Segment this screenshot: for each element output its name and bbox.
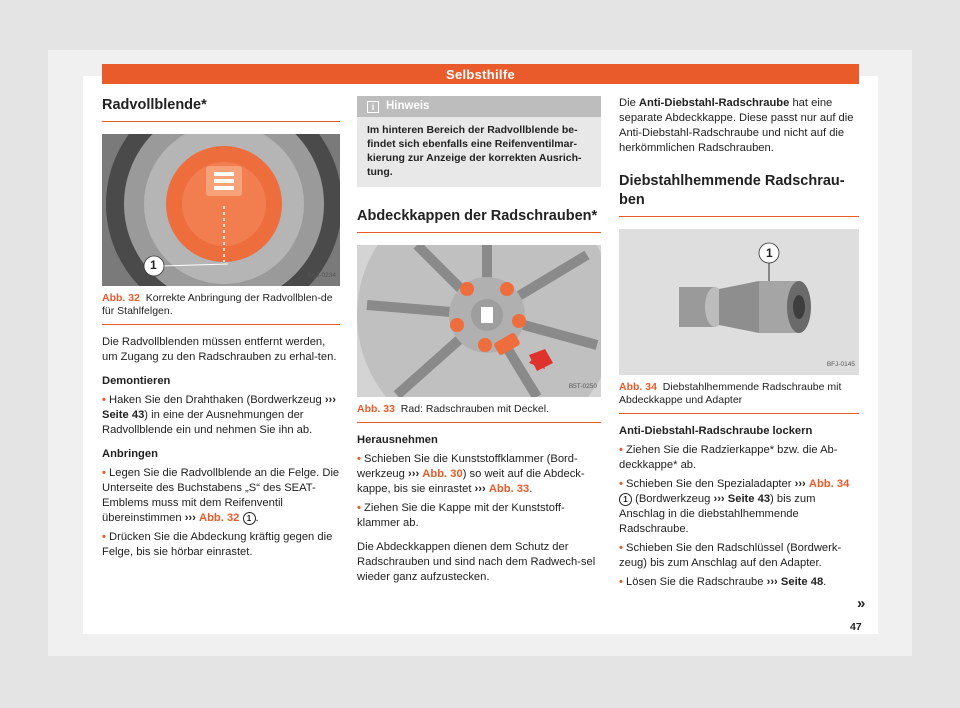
anbringen-step-2: [102, 530, 340, 560]
step-text-c: ) bis zum Anschlag in die diebstahlhemmende Radschraube.: [619, 493, 816, 535]
bullet-icon: •: [619, 542, 623, 554]
herausnehmen-step-1: • Schieben Sie die Kunststoffklammer (Bord-werkzeug ››› Abb. 30) so weit auf die Abdeck-kappe, bis sie einrastet ››› Abb. 33.: [357, 453, 585, 495]
continue-arrow-icon: »: [857, 595, 866, 612]
ref-arrow: ›››: [794, 478, 806, 490]
ref-arrow: ›››: [184, 512, 196, 524]
bullet-icon: •: [619, 444, 623, 456]
intro-paragraph: Die Radvollblenden müssen entfernt werden, um Zugang zu den Radschrauben zu erhal-ten.: [102, 336, 337, 363]
page-ref-link[interactable]: ››› Seite 43: [102, 394, 337, 421]
figure-ref-link[interactable]: Abb. 33: [488, 483, 530, 495]
step-text-b: ) in eine der Ausnehmungen der Radvollblende ein und nehmen Sie ihn ab.: [102, 409, 313, 436]
step-text-a: Haken Sie den Drahthaken (Bordwerkzeug: [109, 394, 322, 406]
figure-callout-1: 1: [766, 246, 773, 260]
step-text-b: ) so weit auf die Abdeck-kappe, bis sie einrastet: [357, 468, 585, 495]
demontieren-step: [102, 393, 340, 438]
bullet-icon: •: [619, 576, 623, 588]
antitheft-bolt-illustration: [619, 229, 859, 375]
figure-caption: [619, 381, 859, 414]
section-title-diebstahl: Diebstahlhemmende Radschrau-ben: [619, 172, 859, 217]
step-text: Schieben Sie den Radschlüssel (Bordwerk-zeug) bis zum Anschlag auf den Adapter.: [619, 542, 842, 569]
info-icon: i: [367, 101, 379, 113]
figure-caption-text: Diebstahlhemmende Radschraube mit Abdeckkappe und Adapter: [619, 381, 842, 406]
figure-wheel-bolts: [357, 245, 601, 397]
step-text-a: Schieben Sie die Kunststoffklammer (Bord-werkzeug: [357, 453, 578, 480]
page-number: 47: [850, 621, 862, 633]
lockern-step-1: [619, 443, 859, 473]
figure-id: B5T-0250: [568, 383, 597, 390]
bullet-icon: •: [102, 531, 106, 543]
step-text: Ziehen Sie die Radzierkappe* bzw. die Ab-deckkappe* ab.: [619, 444, 838, 471]
lockern-step-2: [619, 477, 859, 537]
herausnehmen-heading: Herausnehmen: [357, 434, 438, 446]
note-header: [357, 96, 601, 117]
outro-paragraph: Die Abdeckkappen dienen dem Schutz der Radschrauben und sind nach dem Radwech-sel wieder ganz aufzustecken.: [357, 541, 596, 583]
figure-antitheft-bolt: [619, 229, 859, 375]
ref-arrow: ›››: [408, 468, 420, 480]
bullet-icon: •: [357, 502, 361, 514]
step-text: Drücken Sie die Abdeckung kräftig gegen die Felge, bis sie hörbar einrastet.: [102, 531, 333, 558]
figure-ref-link[interactable]: Abb. 34: [808, 478, 850, 490]
step-text: Ziehen Sie die Kappe mit der Kunststoff-klammer ab.: [357, 502, 565, 529]
figure-wheel-cover: [102, 134, 340, 286]
chapter-header: [102, 64, 859, 84]
wheel-cover-illustration: [102, 134, 340, 286]
figure-caption: [357, 403, 601, 423]
step-text: Legen Sie die Radvollblende an die Felge. Die Unterseite des Buchstabens „S“ des SEAT-Emblems muss mit dem Reifenventil übereinstimmen: [102, 467, 340, 524]
chapter-title: Selbsthilfe: [445, 66, 516, 82]
page-ref-link[interactable]: ››› Seite 48: [766, 576, 824, 588]
figure-label: Abb. 34: [619, 381, 657, 393]
bullet-icon: •: [357, 453, 361, 465]
step-text-b: (Bordwerkzeug: [635, 493, 711, 505]
section-title-radvollblende: Radvollblende*: [102, 96, 340, 122]
bullet-icon: •: [102, 394, 106, 406]
figure-label: Abb. 32: [102, 292, 140, 304]
page-ref-link[interactable]: ››› Seite 43: [713, 493, 771, 505]
lockern-step-3: [619, 541, 859, 571]
figure-label: Abb. 33: [357, 403, 395, 415]
lockern-step-4: • Lösen Sie die Radschraube ››› Seite 48.: [619, 576, 827, 588]
herausnehmen-step-2: [357, 501, 601, 531]
column-radvollblende: [102, 96, 340, 569]
step-text-a: Schieben Sie den Spezialadapter: [626, 478, 792, 490]
anbringen-heading: Anbringen: [102, 448, 158, 460]
bullet-icon: •: [102, 467, 106, 479]
figure-caption-text: Korrekte Anbringung der Radvollblen-de für Stahlfelgen.: [102, 292, 333, 317]
ref-arrow: ›››: [474, 483, 486, 495]
figure-id: BFJ-0145: [826, 361, 855, 368]
figure-caption: [102, 292, 340, 325]
step-text: Lösen Sie die Radschraube: [626, 576, 764, 588]
callout-number-icon: 1: [243, 512, 256, 525]
note-title: Hinweis: [386, 100, 430, 112]
intro-paragraph: [619, 96, 859, 156]
anbringen-step-1: • Legen Sie die Radvollblende an die Felge. Die Unterseite des Buchstabens „S“ des SEAT-Emblems muss mit dem Reifenventil übereinstimmen ››› Abb. 32 1 .: [102, 467, 340, 524]
bullet-icon: •: [619, 478, 623, 490]
column-abdeckkappen: [357, 96, 601, 594]
figure-caption-text: Rad: Radschrauben mit Deckel.: [400, 403, 550, 415]
lockern-heading: Anti-Diebstahl-Radschraube lockern: [619, 425, 813, 437]
wheel-bolts-illustration: [357, 245, 601, 397]
section-title-abdeckkappen: Abdeckkappen der Radschrauben*: [357, 207, 601, 233]
figure-id: BKJ-0234: [307, 272, 336, 279]
note-box: [357, 96, 601, 187]
note-text: Im hinteren Bereich der Radvollblende be-findet sich ebenfalls eine Reifenventilmar-kierung zur Anzeige der korrekten Ausrich-tung.: [367, 124, 582, 178]
callout-number-icon: 1: [619, 493, 632, 506]
intro-text-b: hat eine separate Abdeckkappe. Diese passt nur auf die Anti-Diebstahl-Radschraube und nicht auf die herkömmlichen Radschrauben.: [619, 97, 854, 154]
figure-callout-1: 1: [150, 258, 157, 272]
figure-ref-link[interactable]: Abb. 32: [199, 512, 240, 524]
intro-text-a: Die: [619, 97, 636, 109]
column-diebstahl: [619, 96, 859, 599]
figure-ref-link[interactable]: Abb. 30: [422, 468, 463, 480]
demontieren-heading: Demontieren: [102, 375, 171, 387]
intro-bold: Anti-Diebstahl-Radschraube: [638, 97, 790, 109]
